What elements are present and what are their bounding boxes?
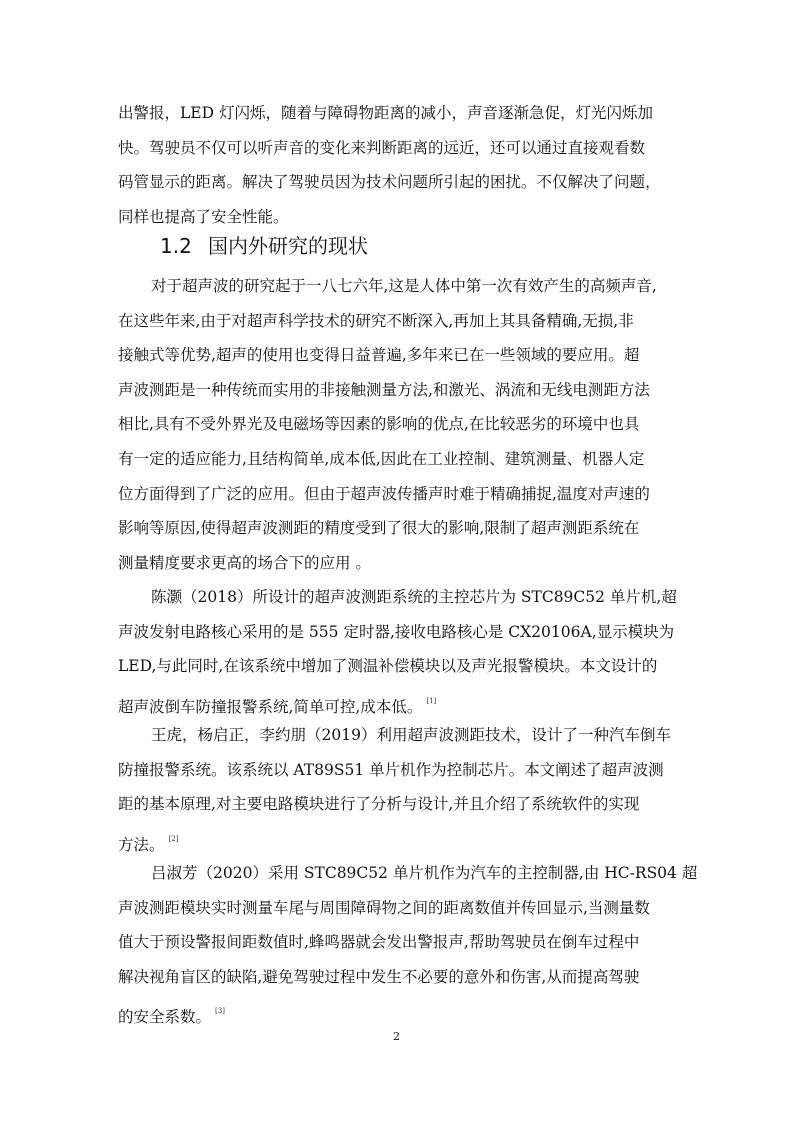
text-line: 吕淑芳（2020）采用 STC89C52 单片机作为汽车的主控制器,由 HC-RS04 超 [151, 864, 698, 882]
text-line: 相比,具有不受外界光及电磁场等因素的影响的优点,在比较恶劣的环境中也具 [118, 415, 640, 434]
text-line: 解决视角盲区的缺陷,避免驾驶过程中发生不必要的意外和伤害,从而提高驾驶 [118, 967, 640, 986]
text-line: 有一定的适应能力,且结构简单,成本低,因此在工业控制、建筑测量、机器人定 [118, 449, 645, 468]
text-line: 声波测距是一种传统而实用的非接触测量方法,和激光、涡流和无线电测距方法 [118, 380, 650, 399]
page-number: 2 [393, 1030, 400, 1043]
text-line: 位方面得到了广泛的应用。但由于超声波传播声时难于精确捕捉,温度对声速的 [118, 484, 650, 503]
text-line: 的安全系数。 [118, 1008, 212, 1027]
text-line: 影响等原因,使得超声波测距的精度受到了很大的影响,限制了超声测距系统在 [118, 519, 640, 538]
citation-marker: [2] [168, 834, 179, 843]
paragraph-reference-3 [118, 856, 698, 1035]
section-title: 国内外研究的现状 [208, 234, 368, 258]
paragraph-research-overview [118, 269, 678, 580]
paragraph-intro-continued [118, 96, 678, 234]
paragraph-reference-2 [118, 718, 678, 862]
section-number: 1.2 [160, 234, 192, 258]
text-line: 超声波倒车防撞报警系统,简单可控,成本低。 [118, 697, 423, 716]
text-line: 距的基本原理,对主要电路模块进行了分析与设计,并且介绍了系统软件的实现 [118, 795, 640, 814]
text-line: 码管显示的距离。解决了驾驶员因为技术问题所引起的困扰。不仅解决了问题， [118, 173, 661, 192]
text-line: 测量精度要求更高的场合下的应用 。 [118, 553, 371, 572]
text-line: 声波测距模块实时测量车尾与周围障碍物之间的距离数值并传回显示,当测量数 [118, 898, 650, 917]
text-line: 陈灏（2018）所设计的超声波测距系统的主控芯片为 STC89C52 单片机,超 [151, 588, 677, 606]
paragraph-reference-1 [118, 580, 678, 724]
text-line: 对于超声波的研究起于一八七六年,这是人体中第一次有效产生的高频声音, [151, 277, 657, 295]
text-line: LED,与此同时,在该系统中增加了测温补偿模块以及声光报警模块。本文设计的 [118, 657, 658, 676]
citation-marker: [3] [215, 1007, 225, 1016]
text-line: 声波发射电路核心采用的是 555 定时器,接收电路核心是 CX20106A,显示模块为 [118, 622, 675, 641]
text-line: 快。驾驶员不仅可以听声音的变化来判断距离的远近，还可以通过直接观看数 [118, 138, 646, 157]
text-line: 防撞报警系统。该系统以 AT89S51 单片机作为控制芯片。本文阐述了超声波测 [118, 760, 664, 779]
text-line: 在这些年来,由于对超声科学技术的研究不断深入,再加上其具备精确,无损,非 [118, 311, 634, 330]
text-line: 值大于预设警报间距数值时,蜂鸣器就会发出警报声,帮助驾驶员在倒车过程中 [118, 933, 640, 952]
text-line: 接触式等优势,超声的使用也变得日益普遍,多年来已在一些领域的要应用。超 [118, 346, 640, 365]
section-heading [160, 232, 368, 260]
citation-marker: [1] [426, 696, 437, 705]
text-line: 出警报，LED 灯闪烁，随着与障碍物距离的减小，声音逐渐急促，灯光闪烁加 [118, 104, 653, 122]
text-line: 方法。 [118, 835, 165, 854]
text-line: 王虎，杨启正，李约朋（2019）利用超声波测距技术，设计了一种汽车倒车 [151, 726, 671, 744]
text-line: 同样也提高了安全性能。 [118, 207, 289, 226]
